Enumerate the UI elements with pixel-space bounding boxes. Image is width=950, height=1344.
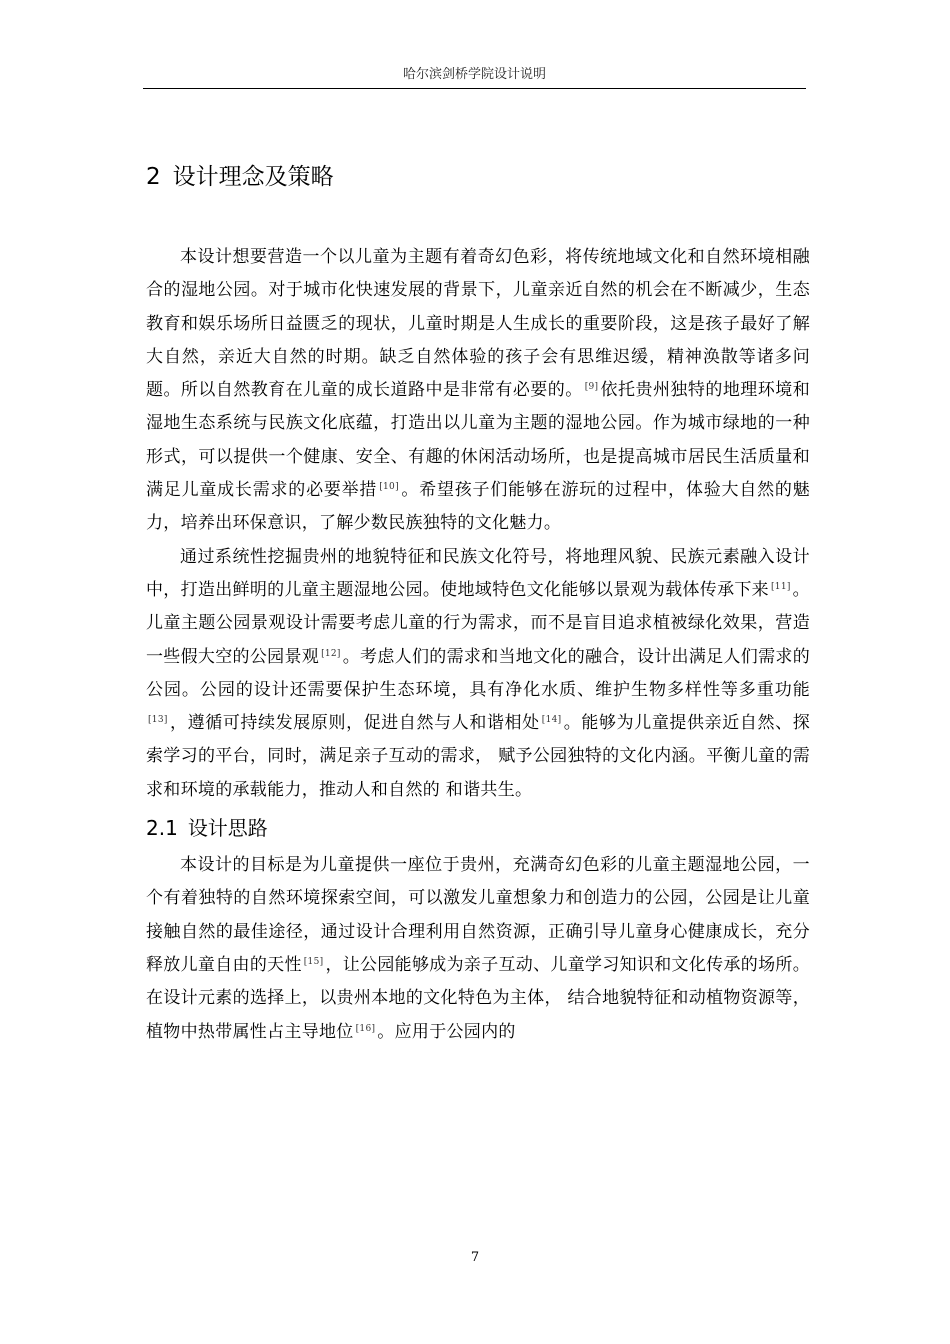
section-title: [146, 811, 810, 845]
paragraph-text: 。考虑人们的需求和当地文化的融合，设计出满足人们需求的公园。公园的设计还需要保护生态环境，具有净化水质、维护生物多样性等多重功能: [146, 646, 810, 700]
body-text: [146, 241, 810, 1049]
header-title: 哈尔滨剑桥学院设计说明: [402, 67, 546, 82]
chapter-title-text: 设计理念及策略: [172, 164, 334, 190]
paragraph-text: 。希望孩子们能够在游玩的过程中，体验大自然的魅力，培养出环保意识，了解少数民族独特的文化魅力。: [146, 480, 810, 534]
citation-marker: [10]: [379, 482, 399, 493]
paragraph-3: [146, 849, 810, 1049]
paragraph-2: [146, 541, 810, 807]
paragraph-1: [146, 241, 810, 541]
paragraph-text: ，遵循可持续发展原则，促进自然与人和谐相处: [169, 713, 540, 734]
paragraph-text: 通过系统性挖掘贵州的地貌特征和民族文化符号，将地理风貌、民族元素融入设计中，打造出鲜明的儿童主题湿地公园。使地域特色文化能够以景观为载体传承下来: [146, 546, 810, 600]
paragraph-text: 本设计的目标是为儿童提供一座位于贵州，充满奇幻色彩的儿童主题湿地公园，一个有着独特的自然环境探索空间，可以激发儿童想象力和创造力的公园，公园是让儿童接触自然的最佳途径，通过设计合理利用自然资源，正确引导儿童身心健康成长，充分释放儿童自由的天性: [146, 855, 810, 975]
citation-marker: [9]: [584, 382, 599, 393]
paragraph-text: 本设计想要营造一个以儿童为主题有着奇幻色彩，将传统地域文化和自然环境相融合的湿地公园。对于城市化快速发展的背景下，儿童亲近自然的机会在不断减少，生态教育和娱乐场所日益匮乏的现状，儿童时期是人生成长的重要阶段，这是孩子最好了解大自然，亲近大自然的时期。缺乏自然体验的孩子会有思维迟缓，精神涣散等诸多问题。所以自然教育在儿童的成长道路中是非常有必要的。: [146, 247, 810, 401]
citation-marker: [13]: [148, 715, 168, 726]
paragraph-text: 。能够为儿童提供亲近自然、探索学习的平台，同时，满足亲子互动的需求， 赋予公园独特的文化内涵。平衡儿童的需求和环境的承载能力，推动人和自然的 和谐共生。: [146, 713, 810, 800]
chapter-title: [146, 160, 334, 194]
citation-marker: [16]: [355, 1023, 376, 1034]
citation-marker: [14]: [541, 715, 562, 726]
section-title-text: 设计思路: [187, 816, 268, 841]
paragraph-text: ，让公园能够成为亲子互动、儿童学习知识和文化传承的场所。在设计元素的选择上，以贵州本地的文化特色为主体， 结合地貌特征和动植物资源等，植物中热带属性占主导地位: [146, 954, 810, 1042]
chapter-number: 2: [146, 164, 161, 190]
citation-marker: [12]: [321, 648, 341, 659]
section-number: 2.1: [146, 816, 178, 841]
paragraph-text: 。儿童主题公园景观设计需要考虑儿童的行为需求，而不是盲目追求植被绿化效果，营造一些假大空的公园景观: [146, 579, 810, 667]
citation-marker: [15]: [303, 956, 324, 967]
page-header: [143, 62, 806, 89]
citation-marker: [11]: [770, 581, 791, 592]
page-number: 7: [470, 1250, 480, 1265]
paragraph-text: 依托贵州独特的地理环境和湿地生态系统与民族文化底蕴，打造出以儿童为主题的湿地公园。作为城市绿地的一种形式，可以提供一个健康、安全、有趣的休闲活动场所，也是提高城市居民生活质量和满足儿童成长需求的必要举措: [146, 380, 810, 501]
paragraph-text: 。应用于公园内的: [377, 1021, 516, 1042]
